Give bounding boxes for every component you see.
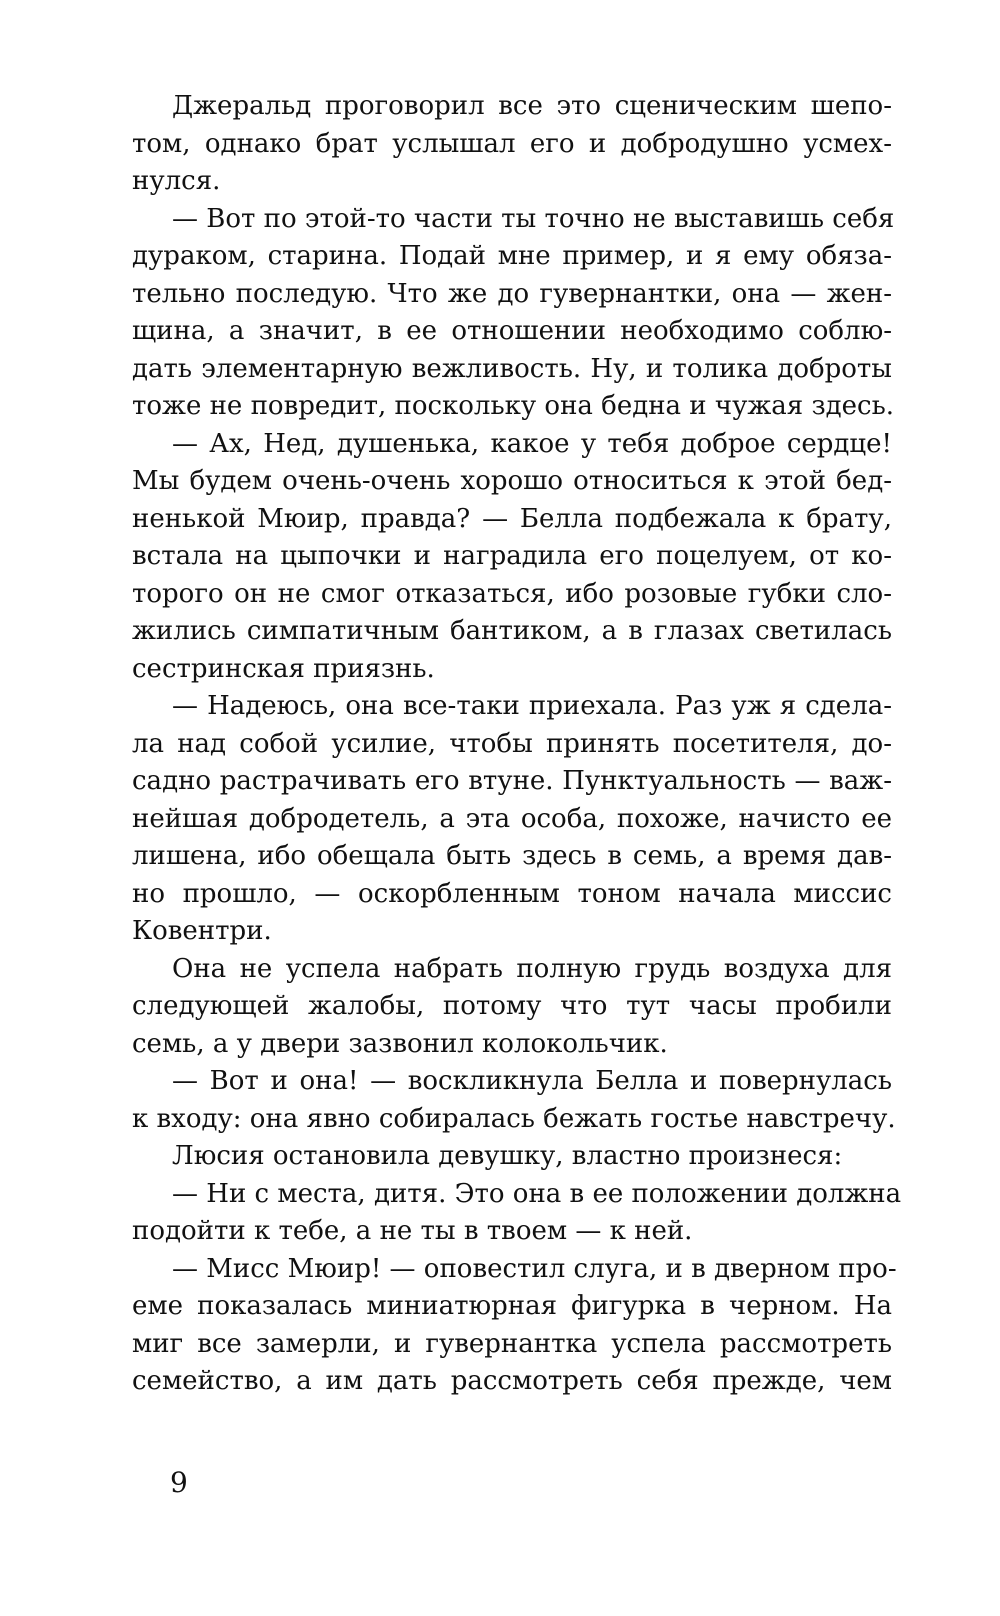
text-line: жились симпатичным бантиком, а в глазах светилась — [132, 616, 892, 646]
text-line: следующей жалобы, потому что тут часы пробили — [132, 991, 892, 1021]
text-line: — Вот и она! — воскликнула Белла и повернулась — [172, 1066, 892, 1096]
page-number: 9 — [170, 1466, 188, 1499]
text-line: Она не успела набрать полную грудь воздуха для — [172, 953, 892, 984]
text-line: Ковентри. — [132, 916, 272, 946]
text-line: Мы будем очень-очень хорошо относиться к этой бед- — [132, 466, 892, 496]
text-line: миг все замерли, и гувернантка успела рассмотреть — [132, 1328, 892, 1359]
text-line: тоже не повредит, поскольку она бедна и чужая здесь. — [132, 391, 895, 421]
text-line: подойти к тебе, а не ты в твоем — к ней. — [132, 1216, 693, 1246]
text-line: — Ах, Нед, душенька, какое у тебя доброе сердце! — [172, 428, 892, 459]
text-line: нейшая добродетель, а эта особа, похоже, начисто ее — [132, 803, 892, 834]
text-line: но прошло, — оскорбленным тоном начала миссис — [132, 878, 892, 909]
text-line: сестринская приязнь. — [132, 653, 435, 684]
text-line: дураком, старина. Подай мне пример, и я ему обяза- — [132, 241, 892, 271]
text-line: ненькой Мюир, правда? — Белла подбежала к брату, — [132, 503, 892, 534]
text-line: — Надеюсь, она все-таки приехала. Раз уж я сдела- — [172, 691, 892, 721]
text-line: садно растрачивать его втуне. Пунктуальность — важ- — [132, 766, 892, 796]
text-line: семейство, а им дать рассмотреть себя прежде, чем — [132, 1366, 892, 1396]
text-line: — Вот по этой-то части ты точно не выставишь себя — [172, 203, 895, 234]
text-line: ла над собой усилие, чтобы принять посетителя, до- — [132, 728, 892, 759]
text-line: еме показалась миниатюрная фигурка в черном. На — [132, 1291, 892, 1321]
text-line: торого он не смог отказаться, ибо розовые губки сло- — [132, 578, 892, 609]
text-line: — Ни с места, дитя. Это она в ее положении должна — [172, 1178, 902, 1209]
text-line: нулся. — [132, 166, 221, 196]
text-line: — Мисс Мюир! — оповестил слуга, и в дверном про- — [172, 1253, 897, 1284]
text-line: семь, а у двери зазвонил колокольчик. — [132, 1028, 668, 1059]
text-line: том, однако брат услышал его и добродушно усмех- — [132, 128, 892, 159]
text-line: к входу: она явно собиралась бежать гостье навстречу. — [132, 1103, 896, 1134]
text-line: Джеральд проговорил все это сценическим шепо- — [172, 91, 892, 121]
text-line: дать элементарную вежливость. Ну, и толика доброты — [132, 353, 892, 384]
text-line: тельно последую. Что же до гувернантки, она — жен- — [132, 278, 892, 309]
text-line: щина, а значит, в ее отношении необходимо соблю- — [132, 316, 892, 346]
text-line: Люсия остановила девушку, властно произнеся: — [172, 1141, 843, 1171]
text-line: встала на цыпочки и наградила его поцелуем, от ко- — [132, 541, 892, 571]
body-text — [132, 88, 902, 1401]
text-line: лишена, ибо обещала быть здесь в семь, а время дав- — [132, 841, 892, 871]
